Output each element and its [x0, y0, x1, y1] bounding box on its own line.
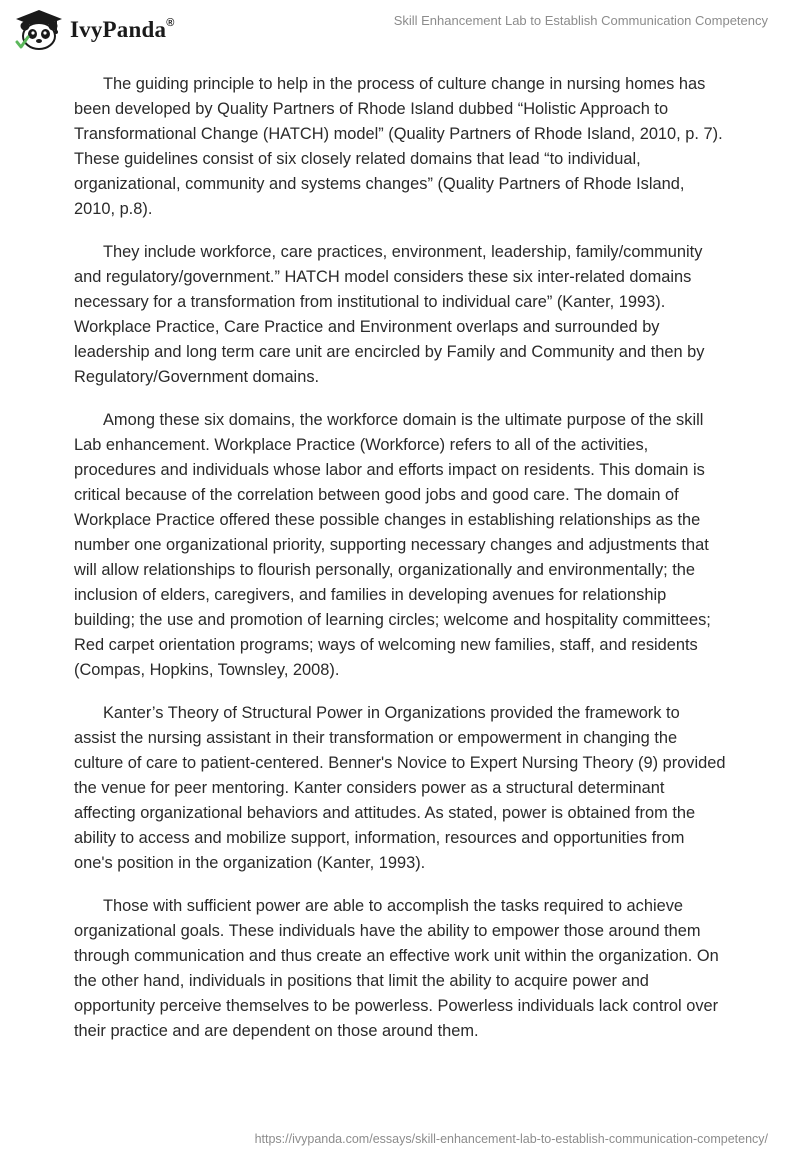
essay-body	[74, 72, 726, 1062]
source-url[interactable]: https://ivypanda.com/essays/skill-enhancement-lab-to-establish-communication-competency/	[254, 1132, 768, 1146]
brand-logo[interactable]	[14, 9, 175, 51]
paragraph: Those with sufficient power are able to accomplish the tasks required to achieve organizational goals. These individuals have the ability to empower those around them through communication and thus create an effective work unit within the organization. On the other hand, individuals in positions that limit the ability to acquire power and opportunity perceive themselves to be powerless. Powerless individuals lack control over their practice and are dependent on those around them.	[74, 897, 719, 1040]
registered-mark: ®	[166, 17, 175, 30]
paragraph: The guiding principle to help in the process of culture change in nursing homes has been developed by Quality Partners of Rhode Island dubbed “Holistic Approach to Transformational Change (HATCH) model” (Quality Partners of Rhode Island, 2010, p. 7). These guidelines consist of six closely related domains that lead “to individual, organizational, community and systems changes” (Quality Partners of Rhode Island, 2010, p.8).	[74, 75, 723, 218]
panda-logo-icon	[14, 9, 64, 51]
paragraph: Among these six domains, the workforce domain is the ultimate purpose of the skill Lab enhancement. Workplace Practice (Workforce) refers to all of the activities, procedures and individuals whose labor and efforts impact on residents. This domain is critical because of the correlation between good jobs and good care. The domain of Workplace Practice offered these possible changes in establishing relationships as the number one organizational priority, supporting necessary changes and adjustments that will allow relationships to flourish personally, organizationally and environmentally; the inclusion of elders, caregivers, and families in developing avenues for relationship building; the use and promotion of learning circles; welcome and hospitality committees; Red carpet orientation programs; ways of welcoming new families, staff, and residents (Compas, Hopkins, Townsley, 2008).	[74, 411, 711, 679]
document-title: Skill Enhancement Lab to Establish Communication Competency	[393, 13, 768, 28]
paragraph: Kanter’s Theory of Structural Power in Organizations provided the framework to assist the nursing assistant in their transformation or empowerment in changing the culture of care to patient-centered. Benner's Novice to Expert Nursing Theory (9) provided the venue for peer mentoring. Kanter considers power as a structural determinant affecting organizational behaviors and attitudes. As stated, power is obtained from the ability to access and mobilize support, information, resources and opportunities from one's position in the organization (Kanter, 1993).	[74, 704, 726, 872]
brand-name	[70, 17, 175, 43]
brand-name-text: IvyPanda	[70, 17, 167, 42]
paragraph: They include workforce, care practices, environment, leadership, family/community and regulatory/government.” HATCH model considers these six inter-related domains necessary for a transformation from institutional to individual care” (Kanter, 1993). Workplace Practice, Care Practice and Environment overlaps and surrounded by leadership and long term care unit are encircled by Family and Community and then by Regulatory/Government domains.	[74, 243, 705, 386]
